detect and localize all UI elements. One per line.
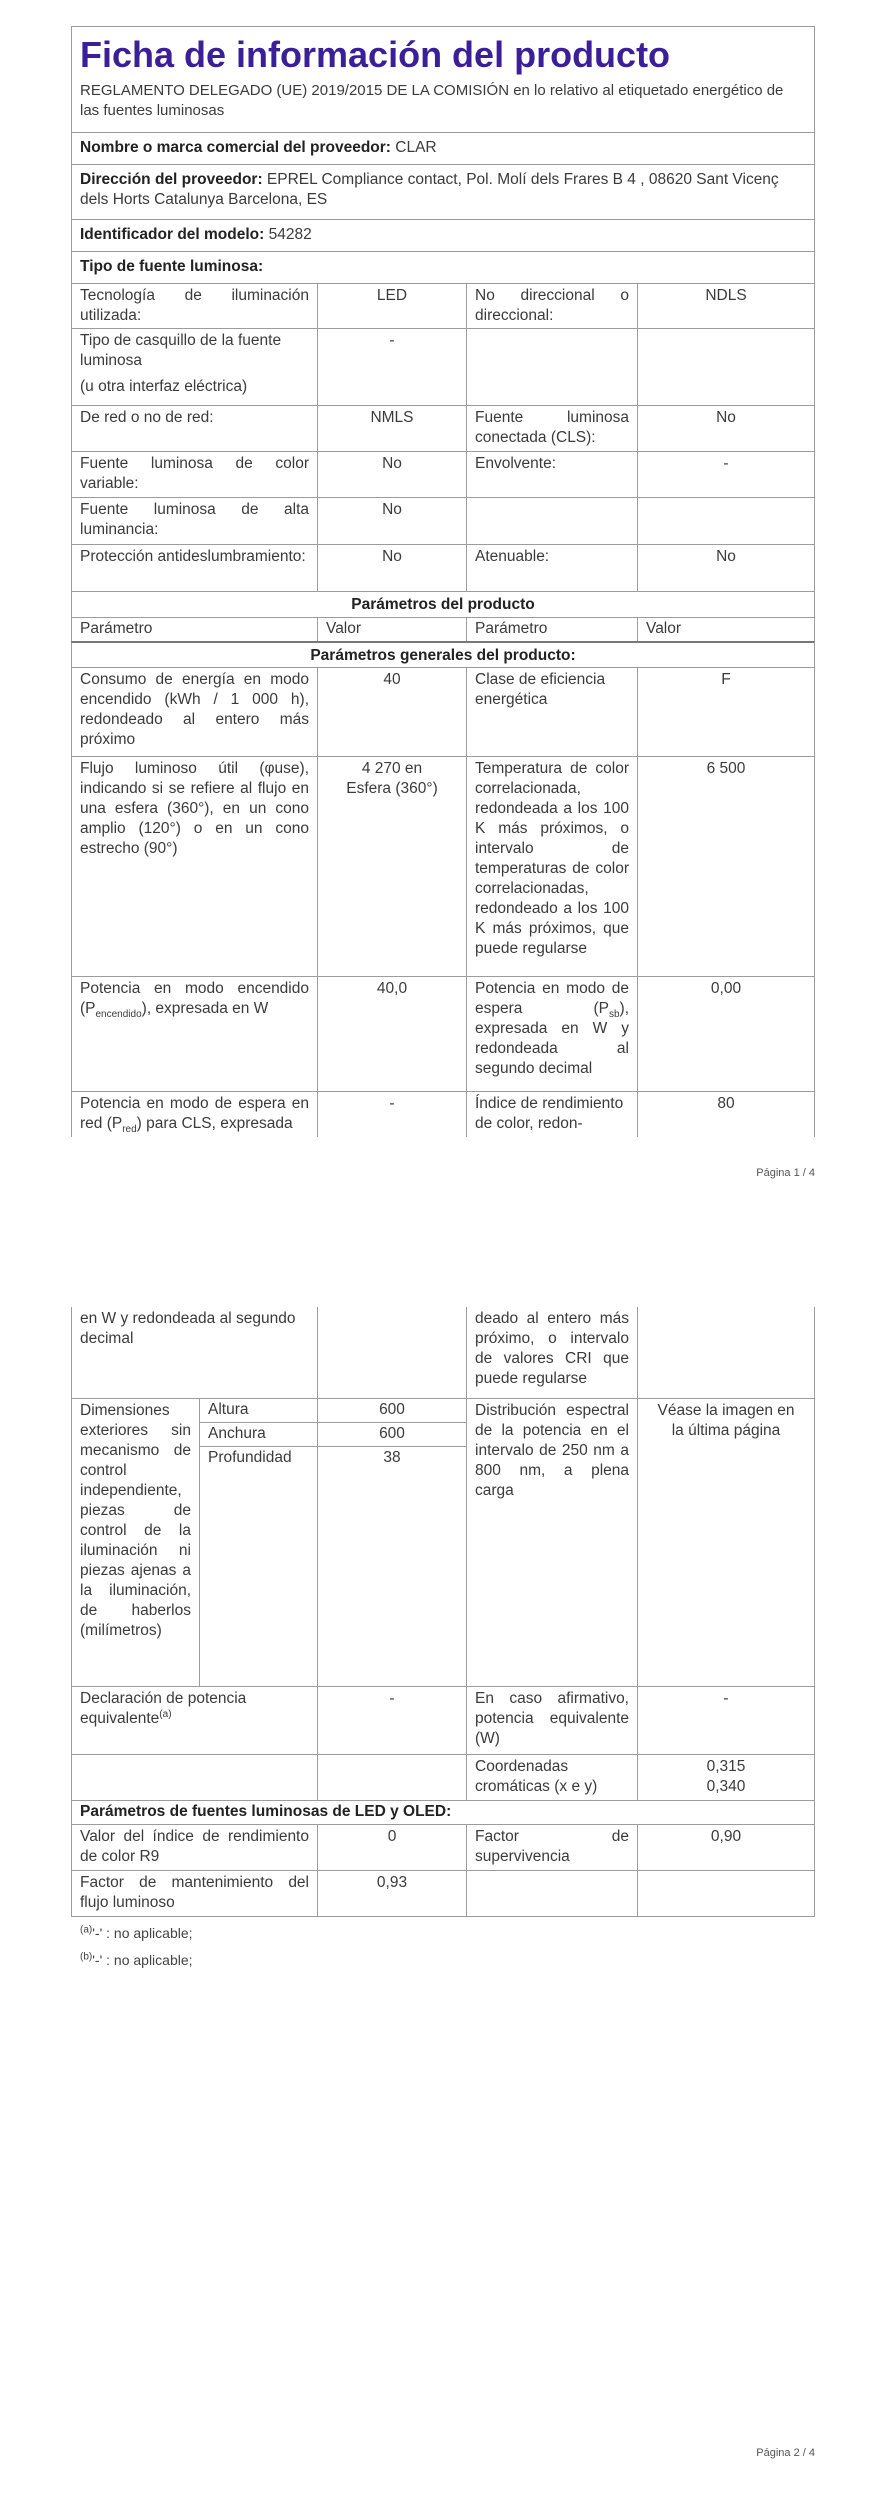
model-id-value: 54282 — [268, 226, 312, 243]
spd-label: Distribución espectral de la potencia en el intervalo de 250 nm a 800 nm, a plena carga — [466, 1398, 637, 1686]
networked-standby-value: - — [317, 1091, 466, 1137]
high-luminance-label: Fuente luminosa de alta luminancia: — [71, 497, 317, 544]
dimmable-value: No — [637, 544, 815, 591]
energy-class-label: Clase de eficiencia energética — [466, 667, 637, 756]
cct-value: 6 500 — [637, 756, 815, 976]
height-value: 600 — [317, 1398, 466, 1422]
cri-label: Índice de rendimiento de color, redon- — [466, 1091, 637, 1137]
on-mode-power-label — [71, 976, 317, 1091]
general-params-heading: Parámetros generales del producto: — [71, 641, 815, 667]
width-value: 600 — [317, 1422, 466, 1446]
useful-flux-label: Flujo luminoso útil (φuse), indicando si se refiere al flujo en una esfera (360°), en un cono amplio (120°) o en un cono estrecho (90°) — [71, 756, 317, 976]
anti-glare-label: Protección antideslumbramiento: — [71, 544, 317, 591]
survival-factor-value: 0,90 — [637, 1824, 815, 1870]
anti-glare-value: No — [317, 544, 466, 591]
directional-label: No direccional o direccional: — [466, 283, 637, 328]
page-number-1: Página 1 / 4 — [756, 1167, 815, 1179]
supplier-name-row — [71, 132, 815, 164]
on-mode-power-label-b: ), expresada en W — [141, 1000, 269, 1017]
on-mode-power-subscript: encendido — [95, 1009, 142, 1021]
equivalent-power-w-value: - — [637, 1686, 815, 1754]
empty-cell — [317, 1754, 466, 1800]
supplier-name-value: CLAR — [395, 139, 437, 156]
empty-cell — [466, 497, 637, 544]
chromaticity-y: 0,340 — [706, 1778, 746, 1795]
dimmable-label: Atenuable: — [466, 544, 637, 591]
tech-value: LED — [317, 283, 466, 328]
page-number-2: Página 2 / 4 — [756, 2447, 815, 2459]
colour-tuneable-label: Fuente luminosa de color variable: — [71, 451, 317, 497]
width-label: Anchura — [199, 1422, 317, 1446]
equivalent-power-label — [71, 1686, 317, 1754]
page-2 — [0, 1255, 887, 2510]
model-id-label: Identificador del modelo: — [80, 226, 265, 243]
networked-standby-label — [71, 1091, 317, 1137]
source-type-heading: Tipo de fuente luminosa: — [71, 251, 815, 283]
chromaticity-x: 0,315 — [706, 1758, 746, 1775]
cap-type-label-note: (u otra interfaz eléctrica) — [80, 378, 248, 395]
chromaticity-label: Coordenadas cromáticas (x e y) — [466, 1754, 637, 1800]
cls-value: No — [637, 405, 815, 451]
standby-power-subscript: sb — [608, 1009, 620, 1021]
energy-consumption-label: Consumo de energía en modo encendido (kWh / 1 000 h), redondeado al entero más próximo — [71, 667, 317, 756]
empty-cell — [71, 1754, 317, 1800]
col-header-param-1: Parámetro — [71, 617, 317, 641]
empty-cell — [466, 1870, 637, 1917]
envelope-value: - — [637, 451, 815, 497]
cls-label: Fuente luminosa conectada (CLS): — [466, 405, 637, 451]
equivalent-power-footnote-mark: (a) — [159, 1708, 172, 1720]
energy-consumption-value: 40 — [317, 667, 466, 756]
envelope-label: Envolvente: — [466, 451, 637, 497]
useful-flux-value: 4 270 en Esfera (360°) — [317, 756, 466, 976]
regulation-subtitle: REGLAMENTO DELEGADO (UE) 2019/2015 DE LA COMISIÓN en lo relativo al etiquetado energético de las fuentes luminosas — [80, 82, 784, 119]
cri-label-cont: deado al entero más próximo, o intervalo de valores CRI que puede regularse — [466, 1307, 637, 1398]
networked-standby-subscript: red — [122, 1124, 137, 1136]
title-block — [71, 26, 815, 132]
networked-standby-label-cont: en W y redondeada al segundo decimal — [71, 1307, 317, 1398]
dimensions-label: Dimensiones exteriores sin mecanismo de control independiente, piezas de control de la iluminación ni piezas ajenas a la iluminación, de haberlos (milímetros) — [71, 1398, 199, 1686]
empty-cell — [317, 1307, 466, 1398]
flux-maintenance-value: 0,93 — [317, 1870, 466, 1917]
networked-standby-label-b: ) para CLS, expresada — [136, 1115, 293, 1132]
empty-cell — [637, 497, 815, 544]
cap-type-label-text: Tipo de casquillo de la fuente luminosa — [80, 332, 282, 369]
standby-power-label-a: Potencia en modo de espera (P — [475, 980, 629, 1017]
standby-power-label-b: ), expresada en W y redondeada al segundo decimal — [475, 1000, 629, 1077]
cap-type-value: - — [317, 328, 466, 405]
on-mode-power-value: 40,0 — [317, 976, 466, 1091]
empty-cell — [637, 1307, 815, 1398]
equivalent-power-w-label: En caso afirmativo, potencia equivalente (W) — [466, 1686, 637, 1754]
flux-maintenance-label: Factor de mantenimiento del flujo luminoso — [71, 1870, 317, 1917]
cct-label: Temperatura de color correlacionada, redondeada a los 100 K más próximos, o intervalo de temperaturas de color correlacionadas, redondeado a los 100 K más próximos, que puede regularse — [466, 756, 637, 976]
footnote-a — [80, 1925, 193, 1941]
col-header-value-1: Valor — [317, 617, 466, 641]
mains-label: De red o no de red: — [71, 405, 317, 451]
empty-cell — [637, 328, 815, 405]
spd-value: Véase la imagen en la última página — [637, 1398, 815, 1686]
depth-value: 38 — [317, 1446, 466, 1686]
r9-label: Valor del índice de rendimiento de color R9 — [71, 1824, 317, 1870]
col-header-param-2: Parámetro — [466, 617, 637, 641]
cri-value: 80 — [637, 1091, 815, 1137]
col-header-value-2: Valor — [637, 617, 815, 641]
high-luminance-value: No — [317, 497, 466, 544]
equivalent-power-value: - — [317, 1686, 466, 1754]
survival-factor-label: Factor de supervivencia — [466, 1824, 637, 1870]
cap-type-label — [71, 328, 317, 405]
r9-value: 0 — [317, 1824, 466, 1870]
product-params-heading: Parámetros del producto — [71, 591, 815, 617]
footnote-b-text: '-' : no aplicable; — [92, 1952, 193, 1968]
empty-cell — [466, 328, 637, 405]
footnote-a-text: '-' : no aplicable; — [92, 1925, 193, 1941]
standby-power-value: 0,00 — [637, 976, 815, 1091]
mains-value: NMLS — [317, 405, 466, 451]
supplier-name-label: Nombre o marca comercial del proveedor: — [80, 139, 391, 156]
chromaticity-value — [637, 1754, 815, 1800]
footnote-a-mark: (a) — [80, 1924, 93, 1936]
depth-label: Profundidad — [199, 1446, 317, 1686]
supplier-address-label: Dirección del proveedor: — [80, 171, 263, 188]
led-params-heading: Parámetros de fuentes luminosas de LED y OLED: — [71, 1800, 815, 1824]
empty-cell — [637, 1870, 815, 1917]
supplier-address-value: EPREL Compliance contact, Pol. Molí dels Frares B 4 , 08620 Sant Vicenç dels Horts Catalunya Barcelona, ES — [80, 171, 779, 208]
supplier-address-row — [71, 164, 815, 219]
model-id-row — [71, 219, 815, 251]
energy-class-value: F — [637, 667, 815, 756]
page-title: Ficha de información del producto — [80, 34, 671, 75]
standby-power-label — [466, 976, 637, 1091]
footnote-b — [80, 1952, 193, 1968]
equivalent-power-label-text: Declaración de potencia equivalente — [80, 1690, 247, 1727]
footnote-b-mark: (b) — [80, 1951, 93, 1963]
networked-standby-label-a: Potencia en modo de espera en red (P — [80, 1095, 309, 1132]
on-mode-power-label-a: Potencia en modo encendido (P — [80, 980, 309, 1017]
directional-value: NDLS — [637, 283, 815, 328]
height-label: Altura — [199, 1398, 317, 1422]
tech-label: Tecnología de iluminación utilizada: — [71, 283, 317, 328]
colour-tuneable-value: No — [317, 451, 466, 497]
